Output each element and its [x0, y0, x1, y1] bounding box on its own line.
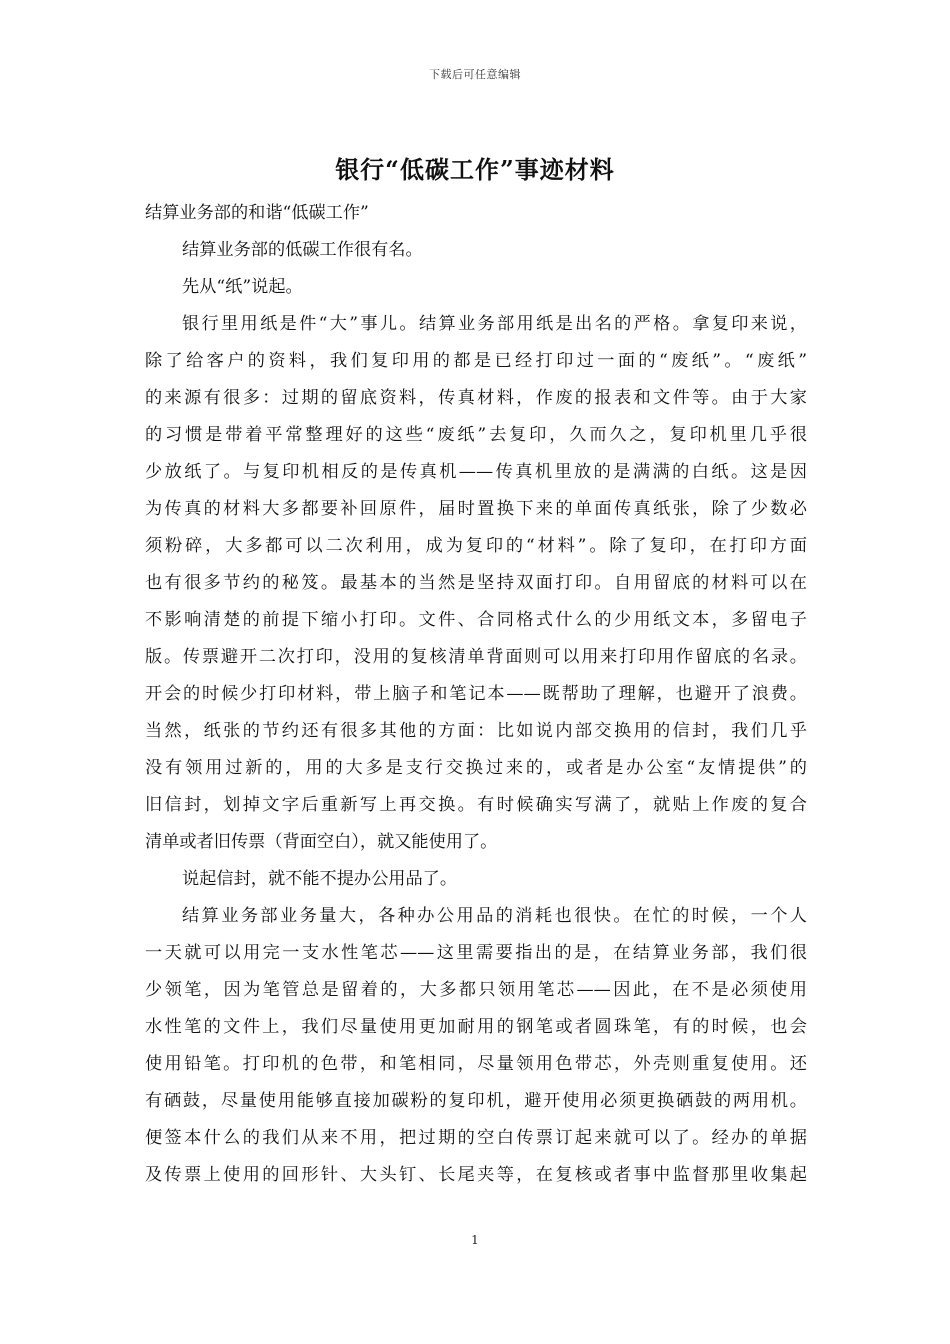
body-line: 除了给客户的资料，我们复印用的都是已经打印过一面的“废纸”。“废纸”: [145, 351, 807, 371]
section-subtitle: 结算业务部的和谐“低碳工作”: [145, 203, 369, 223]
body-line: 少领笔，因为笔管总是留着的，大多都只领用笔芯——因此，在不是必须使用: [145, 980, 807, 1000]
body-line: 有硒鼓，尽量使用能够直接加碳粉的复印机，避开使用必须更换硒鼓的两用机。: [145, 1091, 807, 1111]
body-line: 先从“纸”说起。: [182, 277, 303, 297]
body-line: 清单或者旧传票（背面空白），就又能使用了。: [145, 832, 498, 852]
body-line: 的习惯是带着平常整理好的这些“废纸”去复印，久而久之，复印机里几乎很: [145, 425, 807, 445]
body-line: 及传票上使用的回形针、大头钉、长尾夹等，在复核或者事中监督那里收集起: [145, 1165, 807, 1185]
body-line: 也有很多节约的秘笈。最基本的当然是坚持双面打印。自用留底的材料可以在: [145, 573, 807, 593]
document-body: [145, 195, 807, 1194]
body-line: 开会的时候少打印材料，带上脑子和笔记本——既帮助了理解，也避开了浪费。: [145, 684, 807, 704]
body-line: 水性笔的文件上，我们尽量使用更加耐用的钢笔或者圆珠笔，有的时候，也会: [145, 1017, 807, 1037]
document-title: 银行“低碳工作”事迹材料: [335, 155, 615, 184]
body-line: 一天就可以用完一支水性笔芯——这里需要指出的是，在结算业务部，我们很: [145, 943, 807, 963]
page-number: 1: [471, 1233, 479, 1247]
body-line: 不影响清楚的前提下缩小打印。文件、合同格式什么的少用纸文本，多留电子: [145, 610, 807, 630]
body-line: 须粉碎，大多都可以二次利用，成为复印的“材料”。除了复印，在打印方面: [145, 536, 807, 556]
body-line: 少放纸了。与复印机相反的是传真机——传真机里放的是满满的白纸。这是因: [145, 462, 807, 482]
body-line: 当然，纸张的节约还有很多其他的方面：比如说内部交换用的信封，我们几乎: [145, 721, 807, 741]
body-line: 为传真的材料大多都要补回原件，届时置换下来的单面传真纸张，除了少数必: [145, 499, 807, 519]
body-line: 结算业务部业务量大，各种办公用品的消耗也很快。在忙的时候，一个人: [182, 906, 807, 926]
body-line: 没有领用过新的，用的大多是支行交换过来的，或者是办公室“友情提供”的: [145, 758, 807, 778]
body-line: 银行里用纸是件“大”事儿。结算业务部用纸是出名的严格。拿复印来说，: [182, 314, 807, 334]
body-line: 结算业务部的低碳工作很有名。: [182, 240, 423, 260]
body-line: 使用铅笔。打印机的色带，和笔相同，尽量领用色带芯，外壳则重复使用。还: [145, 1054, 807, 1074]
body-line: 的来源有很多：过期的留底资料，传真材料，作废的报表和文件等。由于大家: [145, 388, 807, 408]
body-line: 版。传票避开二次打印，没用的复核清单背面则可以用来打印用作留底的名录。: [145, 647, 807, 667]
body-line: 便签本什么的我们从来不用，把过期的空白传票订起来就可以了。经办的单据: [145, 1128, 807, 1148]
body-line: 旧信封，划掉文字后重新写上再交换。有时候确实写满了，就贴上作废的复合: [145, 795, 807, 815]
body-line: 说起信封，就不能不提办公用品了。: [182, 869, 458, 889]
page-header: 下载后可任意编辑: [429, 68, 521, 81]
